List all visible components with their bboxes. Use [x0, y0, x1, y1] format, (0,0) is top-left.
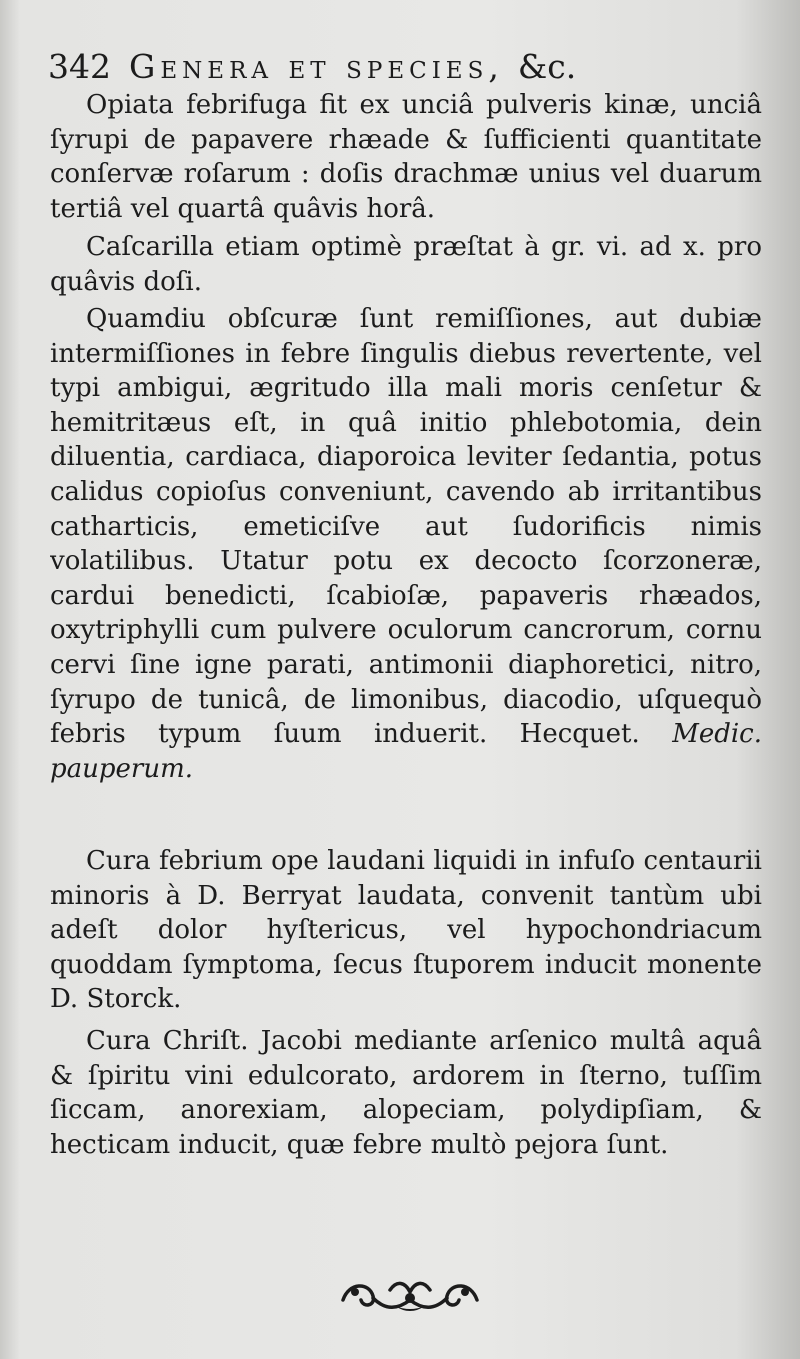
paragraph-cura-febrium: Cura febrium ope laudani liquidi in infuſo centaurii minoris à D. Berryat laudata, convenit tantùm ubi adeſt dolor hyſtericus, vel hypochondriacum quoddam ſymptoma, ſecus ſtuporem inducit monente D. Storck.	[50, 846, 762, 1015]
running-header	[48, 44, 768, 90]
paragraph-quamdiu	[50, 302, 762, 842]
citation-medic-pauperum: Medic. pauperum.	[50, 719, 762, 784]
paragraph-cura-christ: Cura Chriſt. Jacobi mediante arſenico multâ aquâ & ſpiritu vini edulcorato, ardorem in ſterno, tuſſim ſiccam, anorexiam, alopeciam, polydipſiam, & hecticam inducit, quæ febre multò pejora ſunt.	[50, 1026, 762, 1160]
running-title: Genera et species,	[129, 47, 504, 86]
fleuron-ornament-icon	[335, 1270, 485, 1320]
paragraph-opiata: Opiata febrifuga fit ex unciâ pulveris kinæ, unciâ ſyrupi de papavere rhæade & ſufficienti quantitate conſervæ roſarum : doſis drachmæ unius vel duarum tertiâ vel quartâ quâvis horâ.	[50, 90, 762, 224]
paragraph-quamdiu-text: Quamdiu obſcuræ ſunt remiſſiones, aut dubiæ intermiſſiones in febre ſingulis diebus revertente, vel typi ambigui, ægritudo illa mali moris cenſetur & hemitritæus eſt, in quâ initio phlebotomia, dein diluentia, cardiaca, diaporoica leviter ſedantia, potus calidus copioſus conveniunt, cavendo ab irritantibus catharticis, emeticiſve aut ſudorificis nimis volatilibus. Utatur potu ex decocto ſcorzoneræ, cardui benedicti, ſcabioſæ, papaveris rhæados, oxytriphylli cum pulvere oculorum cancrorum, cornu cervi ſine igne parati, antimonii diaphoretici, nitro, ſyrupo de tunicâ, de limonibus, diacodio, uſquequò febris typum ſuum induerit. Hecquet.	[50, 304, 762, 750]
running-title-etc: &c.	[517, 47, 577, 86]
page-number: 342	[48, 47, 111, 86]
paragraph-cascarilla: Caſcarilla etiam optimè præſtat à gr. vi. ad x. pro quâvis doſi.	[50, 232, 762, 297]
